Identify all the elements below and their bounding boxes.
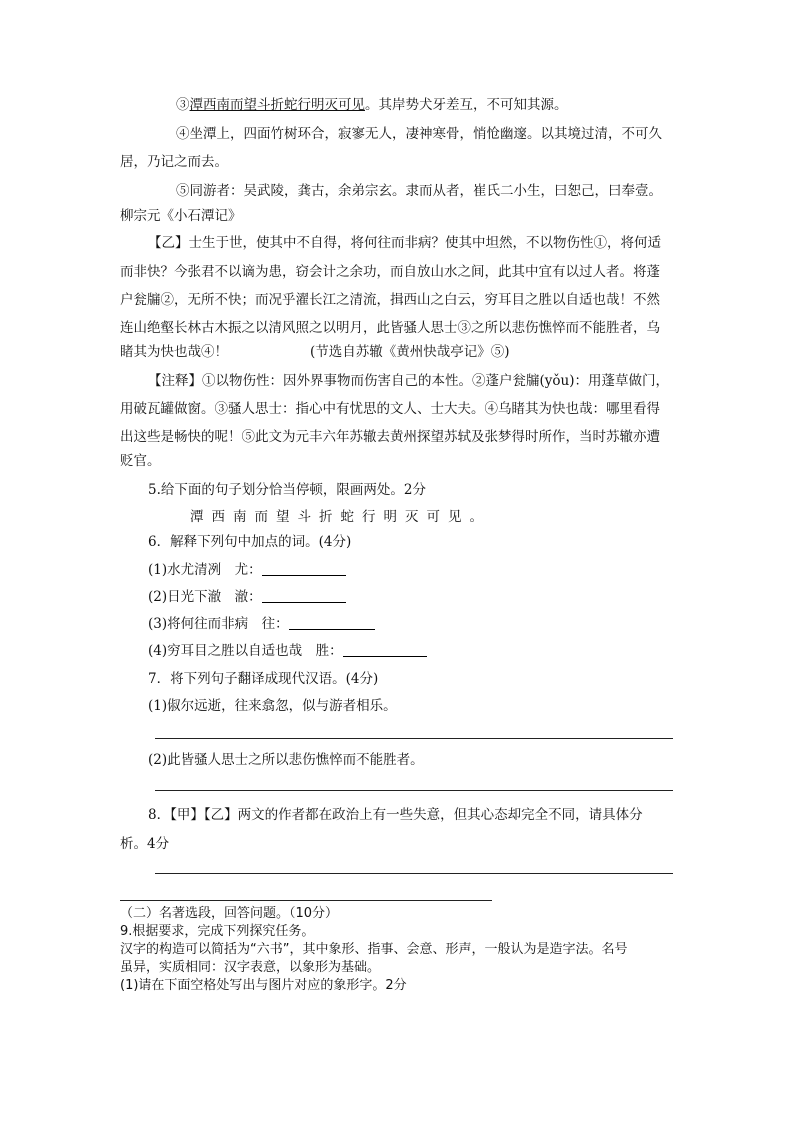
passage-b-line1: 【乙】士生于世，使其中不自得，将何往而非病？使其中坦然，不以物伤性①，将何适: [148, 235, 661, 251]
q6-answer-blank-4[interactable]: [343, 642, 427, 657]
passage-b-line2: 而非快？今张君不以谪为患，窃会计之余功，而自放山水之间，此其中宜有以过人者。将蓬: [120, 264, 660, 280]
passage-b-line4: 连山绝壑长林古木振之以清风照之以明月，此皆骚人思士③之所以悲伤憔悴而不能胜者，乌: [120, 320, 660, 336]
q6-item-1-text: (1)水尤清冽 尤：: [148, 562, 262, 578]
passage-a-p4-line1: ④坐潭上，四面竹树环合，寂寥无人，凄神寒骨，悄怆幽邃。以其境过清，不可久: [176, 126, 662, 142]
passage-b-source: (节选自苏辙《黄州快哉亭记》⑤): [310, 344, 510, 360]
q6-prompt: 6．解释下列句中加点的词。(4分): [148, 534, 352, 550]
q6-item-2-text: (2)日光下澈 澈：: [148, 589, 262, 605]
q5-sentence: 潭西南而望斗折蛇行明灭可见。: [190, 509, 491, 525]
notes-line3: 出这些是畅快的呢！⑤此文为元丰六年苏辙去黄州探望苏轼及张梦得时所作，当时苏辙亦遭: [120, 429, 660, 445]
q6-answer-blank-3[interactable]: [289, 615, 375, 630]
notes-line2: 用破瓦罐做窗。③骚人思士：指心中有忧思的文人、士大夫。④乌睹其为快也哉：哪里看得: [120, 401, 660, 417]
q7-prompt: 7．将下列句子翻译成现代汉语。(4分): [148, 671, 379, 687]
q6-item-1: [148, 561, 346, 579]
q6-answer-blank-2[interactable]: [262, 588, 346, 603]
notes-line4: 贬官。: [120, 453, 161, 469]
q8-line2: 析。4分: [120, 836, 170, 852]
q5-prompt: 5.给下面的句子划分恰当停顿，限画两处。2分: [148, 482, 426, 498]
q7-item-1: (1)俶尔远逝，往来翕忽，似与游者相乐。: [148, 698, 397, 714]
q6-item-2: [148, 588, 346, 606]
passage-a-p3: [176, 96, 568, 114]
q6-item-3: [148, 615, 375, 633]
q6-item-4-text: (4)穷耳目之胜以自适也哉 胜：: [148, 643, 343, 659]
p3-rest: 。其岸势犬牙差互，不可知其源。: [365, 97, 568, 113]
q7-answer-line-1[interactable]: [155, 738, 673, 739]
q7-answer-line-2[interactable]: [155, 790, 673, 791]
q9-intro-line1: 汉字的构造可以简括为“六书”，其中象形、指事、会意、形声，一般认为是造字法。名号: [120, 942, 628, 957]
q6-item-4: [148, 642, 427, 660]
q9-sub1: (1)请在下面空格处写出与图片对应的象形字。2分: [120, 978, 407, 993]
section-divider: [120, 900, 492, 901]
p3-underlined-sentence: 潭西南而望斗折蛇行明灭可见: [189, 97, 365, 113]
section2-title: （二）名著选段，回答问题。（10分）: [120, 906, 339, 921]
passage-b-line3: 户瓮牖②，无所不快；而况乎濯长江之清流，揖西山之白云，穷耳目之胜以自适也哉！不然: [120, 292, 660, 308]
notes-line1: 【注释】①以物伤性：因外界事物而伤害自己的本性。②蓬户瓮牖(yǒu)：用蓬草做门，: [148, 373, 669, 389]
q8-answer-line[interactable]: [155, 873, 673, 874]
passage-a-p4-line2: 居，乃记之而去。: [120, 154, 228, 170]
p3-number: ③: [176, 97, 190, 113]
passage-a-p5-line1: ⑤同游者：吴武陵，龚古，余弟宗玄。隶而从者，崔氏二小生，曰恕己，曰奉壹。: [176, 183, 662, 199]
q7-item-2: (2)此皆骚人思士之所以悲伤憔悴而不能胜者。: [148, 752, 424, 768]
q8-line1: 8．【甲】【乙】两文的作者都在政治上有一些失意，但其心态却完全不同，请具体分: [148, 807, 643, 823]
q6-item-3-text: (3)将何往而非病 往：: [148, 616, 289, 632]
passage-b-line5: 睹其为快也哉④！: [120, 344, 228, 360]
q6-answer-blank-1[interactable]: [262, 561, 346, 576]
q9-prompt: 9.根据要求，完成下列探究任务。: [120, 924, 315, 939]
q9-intro-line2: 虽异，实质相同：汉字表意，以象形为基础。: [120, 960, 381, 975]
passage-a-source: 柳宗元《小石潭记》: [120, 208, 242, 224]
